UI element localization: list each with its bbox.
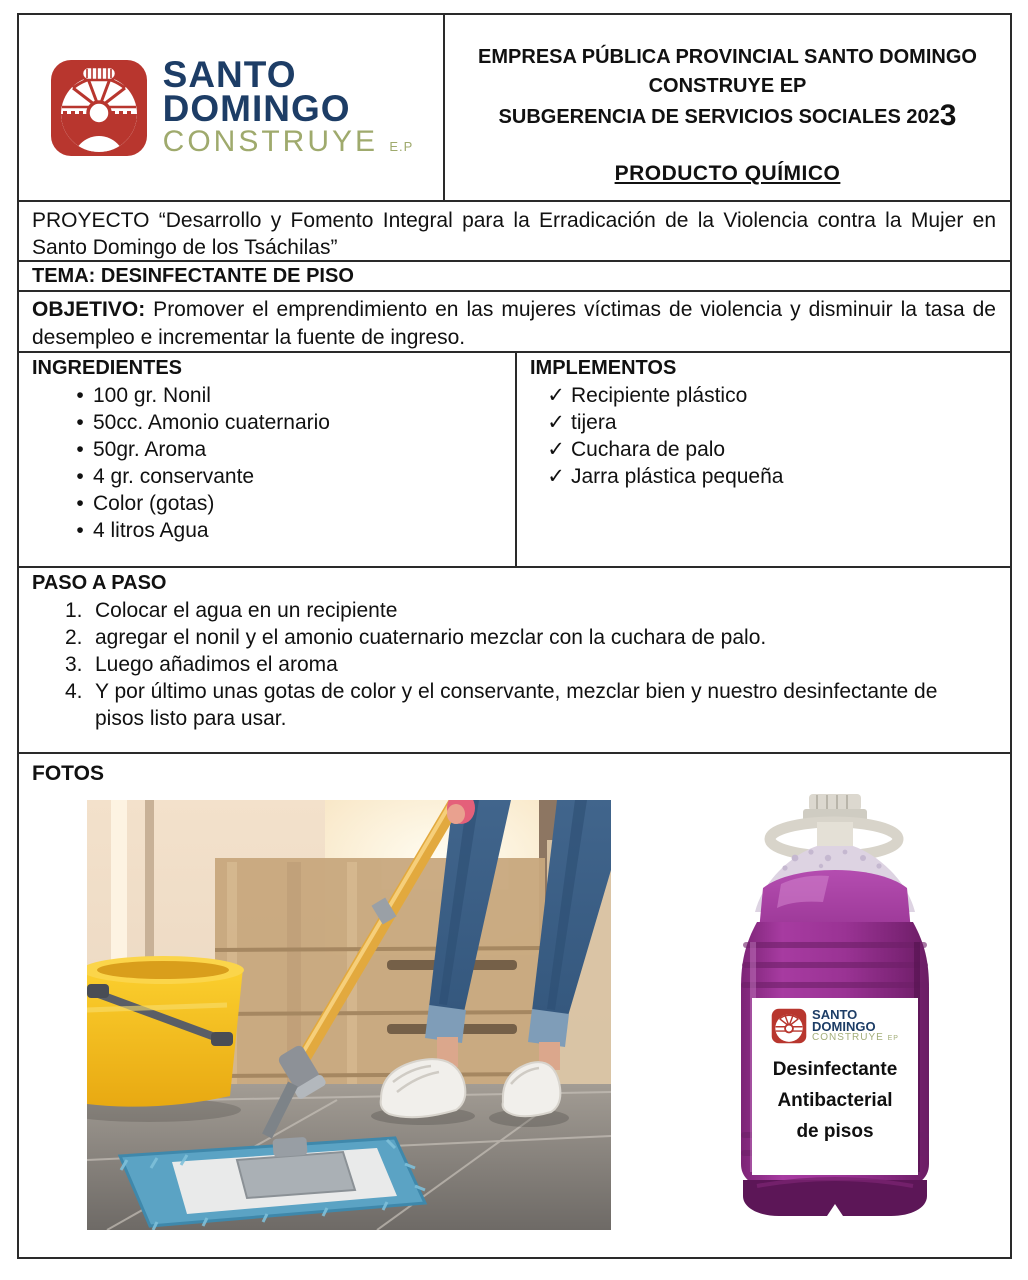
tema-label: TEMA: [32,265,96,287]
org-logo [49,53,414,158]
check-icon: ✓ [547,411,565,434]
list-item: • 100 gr. Nonil [19,382,515,409]
list-item: ✓ Cuchara de palo [517,436,791,463]
check-icon: ✓ [547,438,565,461]
bullet-icon: • [76,465,84,488]
implementos-title: IMPLEMENTOS [530,357,677,379]
bullet-icon: • [76,411,84,434]
santo-domingo-logo-icon [771,1008,807,1044]
list-item: ✓ Recipiente plástico [517,382,791,409]
logo-text-construye: CONSTRUYE E.P [162,124,414,158]
objetivo-text: Promover el emprendimiento en las mujeres víctimas de violencia y disminuir la tasa de desempleo e incrementar la fuente de ingreso. [32,298,996,349]
list-item: 2. agregar el nonil y el amonio cuaternario mezclar con la cuchara de palo. [65,626,767,649]
ingredientes-cell [19,353,517,566]
ingredientes-list [19,382,515,544]
logo-text-domingo: DOMINGO [162,87,351,129]
header-text-cell [445,15,1010,200]
tema-text: DESINFECTANTE DE PISO [95,265,354,287]
objetivo-row [19,292,1010,353]
bottle-label [752,998,918,1175]
bullet-icon: • [76,384,84,407]
check-icon: ✓ [547,465,565,488]
fotos-row [19,754,1010,1257]
lists-row [19,353,1010,568]
list-item: 4. Y por último unas gotas de color y el conservante, mezclar bien y nuestro desinfectante de pisos listo para usar. [65,680,938,730]
objetivo-label: OBJETIVO: [32,298,146,321]
list-item: ✓ Jarra plástica pequeña [517,463,791,490]
bottle-photo [733,792,937,1220]
list-item: • 4 gr. conservante [19,463,515,490]
fotos-title: FOTOS [32,762,104,785]
document-table [17,13,1012,1259]
implementos-list [517,382,791,490]
proyecto-text: PROYECTO “Desarrollo y Fomento Integral para la Erradicación de la Violencia contra la Mujer en Santo Domingo de los Tsáchilas” [32,209,996,259]
list-item: 3. Luego añadimos el aroma [65,653,338,676]
mop-photo [87,800,611,1230]
check-icon: ✓ [547,384,565,407]
list-item: • 50cc. Amonio cuaternario [19,409,515,436]
bottle-label-text: Desinfectante Antibacterial de pisos [772,1059,898,1142]
list-item: • 4 litros Agua [19,517,515,544]
paso-title: PASO A PASO [32,572,167,594]
paso-list [19,597,1010,732]
implementos-cell [517,353,791,566]
bullet-icon: • [76,438,84,461]
list-item: 1. Colocar el agua en un recipiente [65,599,398,622]
bucket [87,956,244,1122]
list-item: • Color (gotas) [19,490,515,517]
org-title: EMPRESA PÚBLICA PROVINCIAL SANTO DOMINGO CONSTRUYE EP SUBGERENCIA DE SERVICIOS SOCIALES 2023 [478,46,977,132]
ingredientes-title: INGREDIENTES [32,357,183,379]
paso-row [19,568,1010,754]
logo-cell [19,15,445,200]
bottle-label-logo: SANTO DOMINGO CONSTRUYE EP [752,1008,918,1044]
santo-domingo-logo-icon [49,58,149,158]
logo-text-ep: E.P [389,138,414,154]
list-item: ✓ tijera [517,409,791,436]
bullet-icon: • [76,519,84,542]
list-item: • 50gr. Aroma [19,436,515,463]
proyecto-row [19,202,1010,262]
tema-row [19,262,1010,292]
logo-text-santo: SANTO [162,53,297,95]
document-title: PRODUCTO QUÍMICO [614,162,841,185]
year-big-digit: 3 [939,99,957,132]
header-row [19,15,1010,202]
bullet-icon: • [76,492,84,515]
